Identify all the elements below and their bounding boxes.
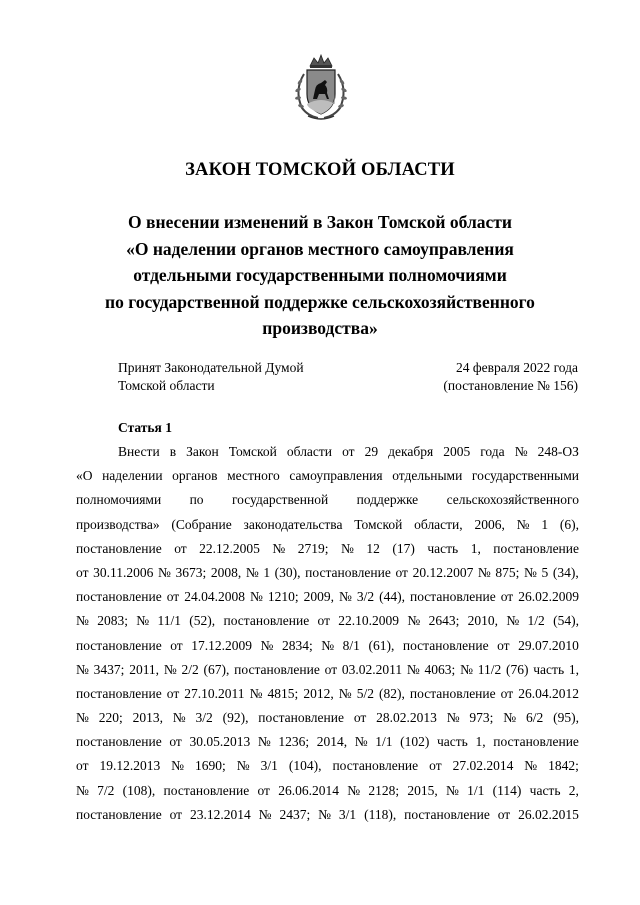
paragraph-word: 2/2 (181, 661, 199, 677)
paragraph-word: № (354, 734, 368, 750)
paragraph-word: № (272, 540, 286, 556)
paragraph-word: от (170, 637, 183, 653)
adopting-body-line: Томской области (118, 377, 215, 393)
paragraph-word: 3673; (175, 564, 207, 580)
article-heading: Статья 1 (118, 420, 172, 435)
law-subtitle (60, 209, 580, 342)
paragraph-word: 11/1 (157, 613, 181, 629)
paragraph-word: № (76, 613, 89, 629)
paragraph-word: 1, (470, 540, 481, 556)
paragraph-word: постановление (305, 564, 391, 580)
paragraph-word: постановление (76, 540, 162, 556)
article-body (76, 440, 579, 827)
paragraph-word: 17.12.2009 (191, 637, 252, 653)
paragraph-word: постановление (234, 661, 320, 677)
paragraph-word: часть (529, 782, 561, 798)
paragraph-word: 12 (366, 540, 380, 556)
paragraph-word: от (500, 589, 514, 605)
paragraph-word: от (317, 613, 330, 629)
subtitle-line: отдельными государственными полномочиями (133, 265, 507, 285)
subtitle-line: производства» (262, 318, 378, 338)
paragraph-word: 26.02.2015 (518, 806, 579, 822)
paragraph-word: от (324, 661, 338, 677)
paragraph-word: № (446, 710, 460, 726)
paragraph-word: поддержке (356, 492, 419, 508)
paragraph-word: Внести (118, 444, 160, 459)
paragraph-word: 2015, (407, 782, 438, 798)
paragraph-word: 220; (98, 710, 123, 726)
paragraph-word: № (460, 661, 473, 677)
paragraph-word: «О (76, 468, 93, 484)
paragraph-word: (6), (559, 516, 579, 532)
adopting-body (118, 359, 304, 394)
paragraph-word: № (249, 685, 263, 701)
paragraph-word: 2014, (316, 734, 348, 750)
paragraph-line (76, 730, 579, 754)
paragraph-word: 5/2 (356, 685, 374, 701)
paragraph-word: 27.02.2014 (452, 758, 514, 774)
resolution-number: (постановление № 156) (443, 377, 578, 393)
paragraph-word: 1/2 (527, 613, 545, 629)
paragraph-word: 2083; (97, 613, 128, 629)
paragraph-word: 19.12.2013 (99, 758, 161, 774)
paragraph-word: 22.12.2005 (199, 540, 260, 556)
paragraph-word: 3/2 (356, 589, 375, 605)
paragraph-line (76, 706, 579, 730)
paragraph-word: 28.02.2013 (376, 710, 437, 726)
adopting-body-line: Принят Законодательной Думой (118, 360, 304, 375)
paragraph-line (76, 585, 579, 609)
paragraph-word: законодательства (243, 516, 343, 532)
paragraph-word: от (257, 782, 270, 798)
paragraph-word: от (166, 589, 180, 605)
paragraph-word: по (189, 492, 204, 508)
paragraph-word: (30), (274, 564, 301, 580)
paragraph-word: постановление (76, 685, 162, 701)
paragraph-line (76, 754, 579, 778)
paragraph-word: 2006, (474, 516, 505, 532)
paragraph-word: 2643; (428, 613, 460, 629)
paragraph-word: часть (437, 734, 468, 750)
paragraph-line (76, 779, 579, 803)
paragraph-word: № (524, 564, 537, 580)
paragraph-word: постановление (76, 637, 162, 653)
paragraph-word: № (163, 661, 177, 677)
paragraph-word: постановление (76, 589, 162, 605)
paragraph-word: № (341, 540, 354, 556)
paragraph-word: (92), (222, 710, 249, 726)
paragraph-word: постановление (258, 710, 344, 726)
paragraph-word: (114) (492, 782, 522, 798)
paragraph-word: Томской (228, 444, 277, 459)
paragraph-line (76, 634, 579, 658)
paragraph-word: полномочиями (76, 492, 162, 508)
paragraph-word: от (353, 710, 367, 726)
paragraph-word: 6/2 (525, 710, 544, 726)
paragraph-word: от (429, 758, 442, 774)
paragraph-word: № (245, 564, 259, 580)
paragraph-word: наделении (102, 468, 163, 484)
law-title: ЗАКОН ТОМСКОЙ ОБЛАСТИ (185, 160, 455, 180)
paragraph-word: № (321, 637, 335, 653)
paragraph-word: 248-ОЗ (537, 444, 579, 459)
subtitle-line: «О наделении органов местного самоуправления (126, 238, 514, 259)
paragraph-word: 30.11.2006 (93, 564, 154, 580)
paragraph-line (76, 803, 579, 827)
paragraph-word: 2128; (368, 782, 400, 798)
paragraph-word: постановление (493, 540, 579, 556)
paragraph-word: 1, (568, 661, 579, 677)
paragraph-word: 8/1 (342, 637, 360, 653)
paragraph-word: (104), (288, 758, 322, 774)
paragraph-word: 29.07.2010 (518, 637, 579, 653)
paragraph-word: № (338, 589, 352, 605)
paragraph-word: постановление (163, 782, 250, 798)
paragraph-word: от (76, 758, 89, 774)
paragraph-word: 26.02.2009 (518, 589, 579, 605)
paragraph-word: от (395, 564, 408, 580)
paragraph-word: (44), (379, 589, 405, 605)
coat-of-arms-icon (290, 52, 352, 124)
paragraph-word: 22.10.2009 (338, 613, 400, 629)
paragraph-word: (67), (203, 661, 230, 677)
paragraph-word: государственной (231, 492, 329, 508)
paragraph-word: 23.12.2014 (190, 806, 251, 822)
paragraph-word: 3/1 (338, 806, 357, 822)
paragraph-line (76, 609, 579, 633)
paragraph-word: № (524, 758, 538, 774)
paragraph-word: (108), (122, 782, 156, 798)
paragraph-word: № (446, 782, 459, 798)
paragraph-word: 2008, (210, 564, 242, 580)
paragraph-line (76, 658, 579, 682)
paragraph-word: (61), (368, 637, 395, 653)
paragraph-word: № (260, 637, 274, 653)
paragraph-word: 1, (475, 734, 486, 750)
paragraph-word: от (500, 685, 514, 701)
paragraph-word: (Собрание (171, 516, 232, 532)
adoption-date-block (443, 359, 578, 394)
paragraph-line (76, 464, 579, 488)
paragraph-word: от (174, 540, 187, 556)
paragraph-word: Томской (354, 516, 403, 532)
paragraph-word: 1/1 (467, 782, 485, 798)
paragraph-word: от (342, 444, 355, 459)
paragraph-line (76, 537, 579, 561)
paragraph-word: № (506, 613, 520, 629)
paragraph-word: № (76, 710, 89, 726)
paragraph-word: № (172, 710, 186, 726)
paragraph-word: местного (227, 468, 280, 484)
paragraph-word: 1210; (267, 589, 299, 605)
paragraph-word: 11/2 (477, 661, 502, 677)
paragraph-word: 875; (495, 564, 520, 580)
paragraph-word: № (338, 685, 352, 701)
paragraph-word: самоуправления (289, 468, 383, 484)
paragraph-word: органов (172, 468, 218, 484)
subtitle-line: по государственной поддержке сельскохозяйственного (105, 291, 535, 312)
paragraph-word: (102) (400, 734, 430, 750)
paragraph-word: № (76, 661, 89, 677)
paragraph-word: 4815; (267, 685, 299, 701)
paragraph-word: государственными (471, 468, 579, 484)
paragraph-word: № (406, 661, 420, 677)
paragraph-word: 7/2 (97, 782, 115, 798)
paragraph-word: 26.04.2012 (518, 685, 579, 701)
paragraph-word: № (514, 444, 528, 459)
paragraph-word: отдельными (392, 468, 463, 484)
paragraph-word: в (169, 444, 177, 459)
paragraph-word: 1/1 (375, 734, 393, 750)
paragraph-word: постановление (76, 734, 162, 750)
paragraph-word: 24.04.2008 (184, 589, 245, 605)
paragraph-word: № (516, 516, 530, 532)
paragraph-word: № (157, 564, 171, 580)
paragraph-word: № (249, 589, 263, 605)
paragraph-word: от (169, 806, 183, 822)
paragraph-line (76, 513, 579, 537)
paragraph-word: № (347, 782, 361, 798)
paragraph-word: 2012, (303, 685, 334, 701)
paragraph-word: области (286, 444, 333, 459)
paragraph-word: 1 (541, 516, 549, 532)
paragraph-word: 2437; (279, 806, 311, 822)
paragraph-word: 3/1 (260, 758, 278, 774)
paragraph-word: № (258, 806, 272, 822)
paragraph-word: (118), (364, 806, 397, 822)
paragraph-word: № (236, 758, 250, 774)
paragraph-word: области, (414, 516, 463, 532)
paragraph-word: (52), (189, 613, 216, 629)
paragraph-word: 3/2 (195, 710, 213, 726)
subtitle-line: О внесении изменений в Закон Томской области (128, 212, 512, 232)
paragraph-word: 2011, (129, 661, 160, 677)
paragraph-word: № (503, 710, 517, 726)
paragraph-word: № (76, 782, 89, 798)
paragraph-word: (17) (392, 540, 415, 556)
paragraph-word: № (407, 613, 421, 629)
paragraph-word: (54), (553, 613, 579, 629)
paragraph-word: постановление (223, 613, 310, 629)
paragraph-word: от (497, 637, 510, 653)
paragraph-word: 1236; (278, 734, 310, 750)
paragraph-word: 29 (364, 444, 379, 459)
paragraph-word: 973; (469, 710, 494, 726)
paragraph-word: № (171, 758, 185, 774)
paragraph-word: от (497, 806, 511, 822)
paragraph-word: 2005 (443, 444, 471, 459)
paragraph-word: № (318, 806, 332, 822)
paragraph-word: 2719; (297, 540, 329, 556)
paragraph-line (76, 488, 579, 512)
paragraph-word: постановление (409, 685, 496, 701)
paragraph-word: № (257, 734, 271, 750)
paragraph-word: 2009, (303, 589, 334, 605)
paragraph-word: № (136, 613, 150, 629)
paragraph-word: декабря (388, 444, 434, 459)
paragraph-word: производства» (76, 516, 160, 532)
paragraph-word: 1842; (548, 758, 579, 774)
paragraph-word: (34), (552, 564, 579, 580)
paragraph-word: 03.02.2011 (341, 661, 403, 677)
paragraph-word: (76) (506, 661, 529, 677)
paragraph-word: (95), (553, 710, 579, 726)
paragraph-word: 2010, (467, 613, 499, 629)
paragraph-word: 2, (568, 782, 579, 798)
paragraph-line (76, 682, 579, 706)
paragraph-word: постановление (332, 758, 419, 774)
paragraph-word: 1690; (195, 758, 226, 774)
paragraph-word: постановление (493, 734, 579, 750)
paragraph-word: № (477, 564, 491, 580)
paragraph-word: 4063; (424, 661, 456, 677)
paragraph-line (76, 561, 579, 585)
paragraph-word: 20.12.2007 (412, 564, 474, 580)
paragraph-word: 1 (263, 564, 271, 580)
paragraph-word: сельскохозяйственного (446, 492, 579, 508)
paragraph-word: (82), (379, 685, 405, 701)
paragraph-word: от (169, 734, 182, 750)
paragraph-word: постановление (404, 806, 490, 822)
paragraph-word: 2013, (132, 710, 163, 726)
paragraph-word: от (76, 564, 89, 580)
paragraph-word: Закон (186, 444, 219, 459)
paragraph-word: 27.10.2011 (184, 685, 245, 701)
paragraph-word: 2834; (281, 637, 313, 653)
paragraph-line (76, 440, 579, 464)
paragraph-word: от (166, 685, 180, 701)
paragraph-word: 3437; (93, 661, 125, 677)
paragraph-word: постановление (402, 637, 489, 653)
paragraph-word: 5 (541, 564, 549, 580)
paragraph-word: постановление (410, 589, 496, 605)
paragraph-word: постановление (76, 806, 162, 822)
paragraph-word: часть (427, 540, 459, 556)
paragraph-word: 30.05.2013 (189, 734, 251, 750)
paragraph-word: 26.06.2014 (278, 782, 339, 798)
paragraph-word: часть (533, 661, 565, 677)
paragraph-word: года (480, 444, 505, 459)
adoption-date: 24 февраля 2022 года (456, 360, 578, 375)
